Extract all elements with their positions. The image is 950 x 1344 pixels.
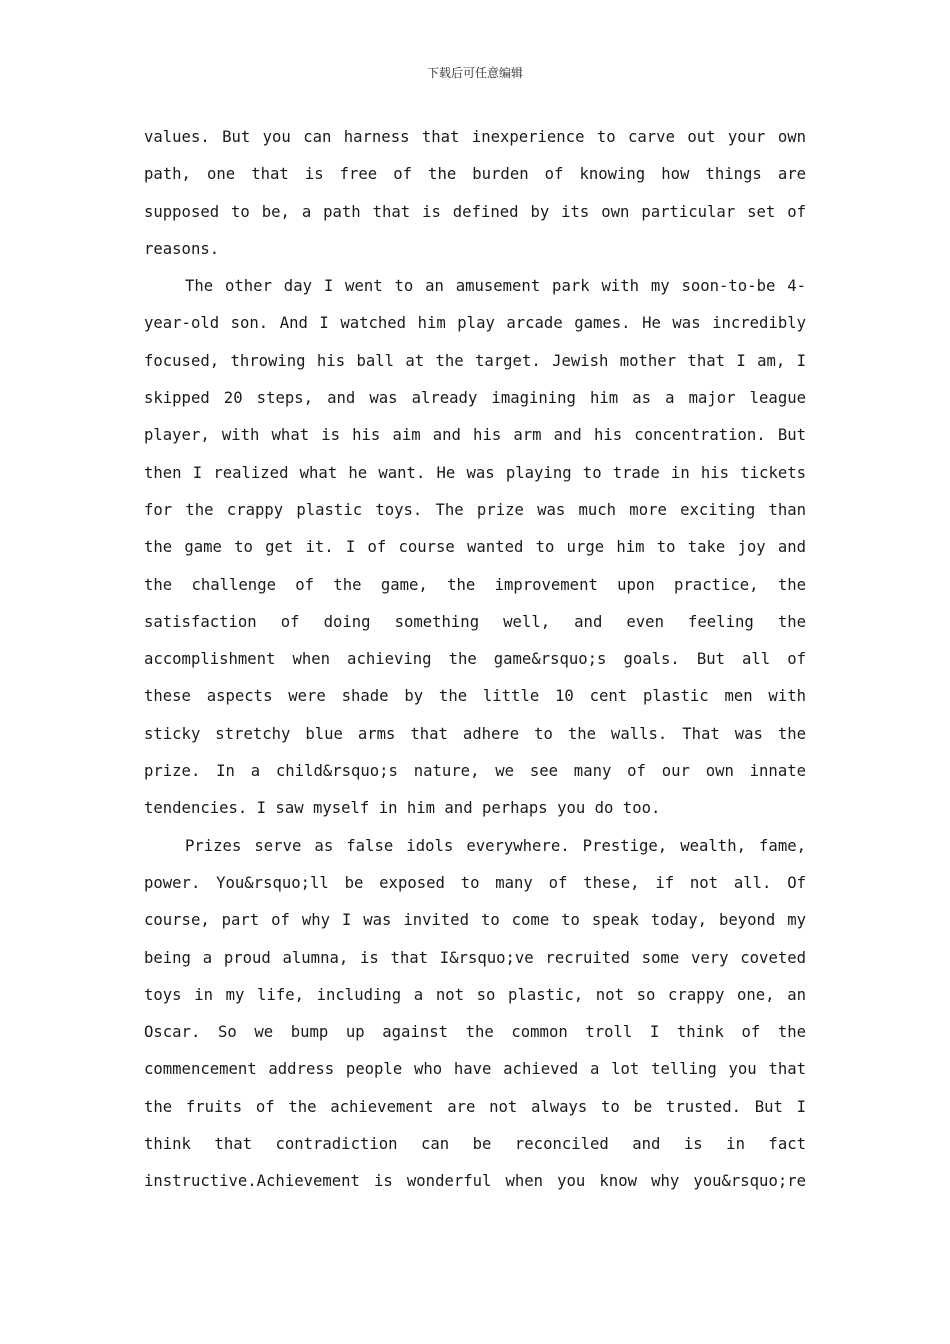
text-line: Oscar. So we bump up against the common troll I think of the (144, 1023, 806, 1042)
page-header: 下载后可任意编辑 (426, 66, 523, 80)
text-line: toys in my life, including a not so plastic, not so crappy one, an (144, 985, 806, 1004)
text-line: supposed to be, a path that is defined by its own particular set of (144, 202, 806, 221)
text-line: these aspects were shade by the little 10 cent plastic men with (144, 687, 806, 706)
text-line: The other day I went to an amusement park with my soon-to-be 4- (185, 277, 806, 296)
text-line: the game to get it. I of course wanted to urge him to take joy and (144, 538, 806, 557)
text-line: accomplishment when achieving the game&rsquo;s goals. But all of (144, 650, 806, 669)
text-line: the fruits of the achievement are not always to be trusted. But I (144, 1097, 806, 1116)
text-line: prize. In a child&rsquo;s nature, we see many of our own innate (144, 762, 806, 781)
text-line: think that contradiction can be reconciled and is in fact (144, 1135, 806, 1154)
text-line: for the crappy plastic toys. The prize was much more exciting than (144, 500, 806, 519)
text-line: focused, throwing his ball at the target. Jewish mother that I am, I (144, 351, 806, 370)
text-line: power. You&rsquo;ll be exposed to many of these, if not all. Of (144, 873, 806, 892)
text-line: tendencies. I saw myself in him and perhaps you do too. (144, 799, 661, 818)
text-line: skipped 20 steps, and was already imagining him as a major league (144, 389, 806, 408)
text-line: player, with what is his aim and his arm and his concentration. But (144, 426, 806, 445)
text-line: then I realized what he want. He was playing to trade in his tickets (144, 463, 806, 482)
text-line: path, one that is free of the burden of knowing how things are (144, 165, 806, 184)
text-line: instructive.Achievement is wonderful when you know why you&rsquo;re (144, 1172, 806, 1191)
text-line: reasons. (144, 239, 220, 258)
text-line: sticky stretchy blue arms that adhere to the walls. That was the (144, 724, 806, 743)
text-line: the challenge of the game, the improvement upon practice, the (144, 575, 806, 594)
text-line: Prizes serve as false idols everywhere. Prestige, wealth, fame, (185, 836, 806, 855)
text-line: year-old son. And I watched him play arcade games. He was incredibly (144, 314, 806, 333)
text-line: satisfaction of doing something well, and even feeling the (144, 612, 806, 631)
text-line: values. But you can harness that inexperience to carve out your own (144, 128, 806, 146)
document-body (144, 119, 806, 1201)
text-line: commencement address people who have achieved a lot telling you that (144, 1060, 806, 1079)
text-line: course, part of why I was invited to come to speak today, beyond my (144, 911, 806, 930)
text-line: being a proud alumna, is that I&rsquo;ve recruited some very coveted (144, 948, 806, 967)
